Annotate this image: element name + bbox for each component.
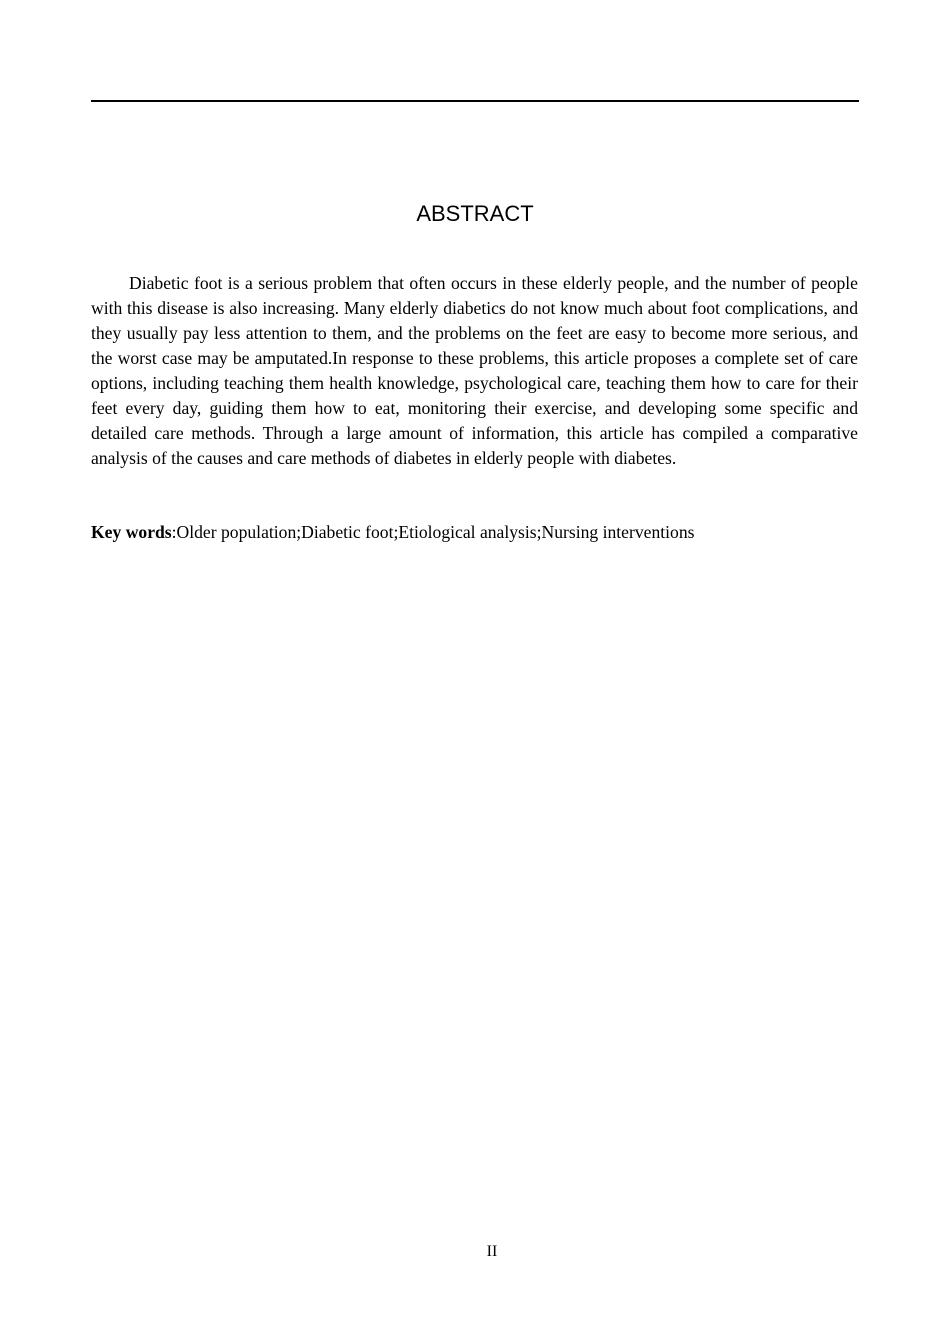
keywords-text: Older population;Diabetic foot;Etiological analysis;Nursing interventions	[176, 522, 695, 542]
keywords-separator: :	[171, 522, 177, 542]
keywords-label: Key words	[91, 522, 172, 542]
abstract-body: Diabetic foot is a serious problem that often occurs in these elderly people, and the number of people with this disease is also increasing. Many elderly diabetics do not know much about foot complications, and they usually pay less attention to them, and the problems on the feet are easy to become more serious, and the worst case may be amputated.In response to these problems, this article proposes a complete set of care options, including teaching them health knowledge, psychological care, teaching them how to care for their feet every day, guiding them how to eat, monitoring their exercise, and developing some specific and detailed care methods. Through a large amount of information, this article has compiled a comparative analysis of the causes and care methods of diabetes in elderly people with diabetes.	[91, 273, 858, 468]
header-rule	[91, 100, 859, 102]
page-number: II	[486, 1243, 498, 1260]
keywords-line	[91, 520, 858, 545]
abstract-title: ABSTRACT	[416, 201, 534, 226]
